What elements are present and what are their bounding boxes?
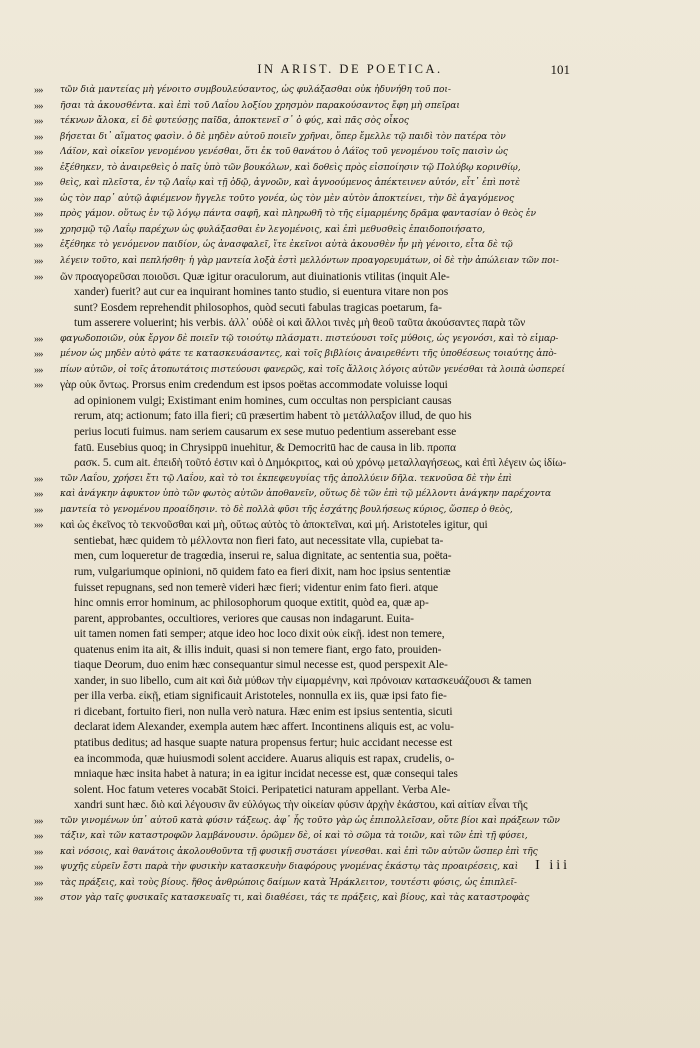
latin-text: per illa verba. εἰκῇ, etiam significauit Aristoteles, nonnulla ex iis, quæ ipsi fato fie- — [74, 690, 447, 703]
text-line — [34, 549, 566, 565]
text-line — [34, 254, 566, 270]
quote-marker: »» — [34, 815, 43, 827]
text-line — [34, 130, 566, 146]
greek-text: ἐξέθηκεν, τὸ ἀναιρεθεὶς ὁ παῖς ὑπὸ τῶν βουκόλων, καὶ δοθεὶς πρὸς εἰσποίησιν τῷ Πολύβῳ κορινθίῳ, — [60, 162, 521, 173]
quote-marker: »» — [34, 380, 43, 392]
latin-text: quatenus enim ita ait, & illis induit, quasi si non temere fiant, ergo fato, prouiden- — [74, 643, 442, 656]
text-line — [34, 394, 566, 410]
latin-text: sunt? Eosdem reprehendit philosophos, quòd secuti fabulas tragicas poetarum, fa- — [74, 301, 442, 314]
text-line — [34, 285, 566, 301]
text-line — [34, 363, 566, 379]
text-line — [34, 409, 566, 425]
greek-text: μαντεία τὸ γενομένου προαίδησιν. τὸ δὲ πολλὰ φῦσι τῆς ἐσχάτης βουλήσεως κύριος, ὥσπερ ὁ θεὸς, — [60, 504, 513, 515]
text-line — [34, 518, 566, 534]
latin-text: καὶ ὡς ἐκεῖνος τὸ τεκνοῦσθαι καὶ μὴ, οὕτως αὐτὸς τὸ ἀποκτεῖναι, καὶ μή. Aristoteles igitur, qui — [60, 519, 488, 532]
latin-text: ptatibus deditus; ad hasque suapte natura propensus fertur; huic accidant necesse est — [74, 736, 453, 749]
greek-text: τῶν Λαΐου, χρήσει ἔτι τῷ Λαΐου, καὶ τὸ τοι ἐκπεφευγυίας τῆς ἀπολλύειν δῆλα. τεκνοῦσα δὲ τὴν ἐπὶ — [60, 473, 512, 484]
quote-marker: »» — [34, 862, 43, 874]
greek-text: θεὶς, καὶ πλεῖστα, ἐν τῷ Λαΐῳ καὶ τῇ ὁδῷ, ἀγνοῶν, καὶ ἀγνοούμενος ἀπέκτεινεν αὐτόν, εἶτ᾽ ἐπὶ ποτὲ — [60, 178, 520, 189]
quote-marker: »» — [34, 131, 43, 143]
text-line — [34, 596, 566, 612]
greek-text: πρὸς γάμον. οὕτως ἐν τῷ λόγῳ πάντα σαφῆ, καὶ πληρωθῆ τὸ τῆς εἱμαρμένης δρᾶμα φαντασίαν ὁ θεὸς ἐν — [60, 209, 536, 220]
text-line — [34, 689, 566, 705]
text-line — [34, 503, 566, 519]
page-number: 101 — [550, 62, 570, 77]
latin-text: men, cum loqueretur de tragœdia, inserui re, salua dignitate, ac sententia sua, poëta- — [74, 550, 452, 563]
quote-marker: »» — [34, 224, 43, 236]
greek-text: τάξιν, καὶ τῶν καταστροφῶν λαμβάνουσιν. ὁρῶμεν δὲ, οἱ καὶ τὸ σῶμα τὰ τοιῶν, καὶ τῶν ἐπὶ τῇ φύσει, — [60, 831, 528, 842]
greek-text: φαγωδοποιῶν, οὐκ ἔργον δὲ ποιεῖν τῷ τοιούτῳ πλάσματι. πιστεύουσι τοῖς μύθοις, ὡς γεγονόσι, καὶ τὸ εἱμαρ- — [60, 333, 559, 344]
greek-text: τῶν γινομένων ὑπ᾽ αὐτοῦ κατὰ φύσιν τάξεως. ἀφ᾽ ἧς τοῦτο γὰρ ὡς ἐπιπολλεῖσαν, οὔτε βίοι καὶ πράξεων τῶν — [60, 815, 560, 826]
latin-text: ea incommoda, quæ huiusmodi solent accidere. Auarus aliquis est rapax, crudelis, o- — [74, 752, 455, 765]
text-line — [34, 814, 566, 830]
signature-mark: I iii — [535, 858, 570, 873]
quote-marker: »» — [34, 489, 43, 501]
text-line — [34, 378, 566, 394]
quote-marker: »» — [34, 240, 43, 252]
quote-marker: »» — [34, 846, 43, 858]
text-line — [34, 581, 566, 597]
quote-marker: »» — [34, 271, 43, 283]
greek-text: καὶ ἀνάγκην ἀφυκτον ὑπὸ τῶν φωτὸς αὐτῶν ἀποθανεῖν, οὕτως δὲ τῶν ἐπὶ τῷ μέλλοντι ἀνάγκην παρέχοντα — [60, 489, 551, 500]
quote-marker: »» — [34, 116, 43, 128]
latin-text: tum asserere voluerint; his verbis. ἀλλ᾽ οὐδὲ οἱ καὶ ἄλλοι τινὲς μὴ θεοῦ ταῦτα ἀκούσαντες παρὰ τῶν — [74, 317, 526, 330]
greek-text: καὶ νόσοις, καὶ θανάτοις ἀκολουθοῦντα τῇ φυσικῇ συστάσει γίνεσθαι. καὶ ἐπὶ τῶν αὐτῶν ὥσπερ ἐπὶ τῆς — [60, 846, 538, 857]
latin-text: ῶν προαγορεῦσαι ποιοῦσι. Quæ igitur oraculorum, aut diuinationis vtilitas (inquit Ale- — [60, 270, 450, 283]
quote-marker: »» — [34, 162, 43, 174]
text-line — [34, 114, 566, 130]
text-line — [34, 472, 566, 488]
latin-text: hinc omnis error hominum, ac philosophorum quoque extitit, quòd ea, quæ ap- — [74, 597, 429, 610]
latin-text: perius locuti fuimus. nam seriem causarum ex sese mutuo pedentium asserebant esse — [74, 426, 457, 439]
text-line — [34, 612, 566, 628]
latin-text: solent. Hoc fatum veteres vocabāt Stoici. Peripatetici naturam appellant. Verba Ale- — [74, 783, 451, 796]
text-line — [34, 192, 566, 208]
text-line — [34, 829, 566, 845]
greek-text: ψυχῆς εὑρεῖν ἔστι παρὰ τὴν φυσικὴν κατασκευὴν διαφόρους γνομένας ἑκάστῳ τὰς προαιρέσεις, καὶ — [60, 862, 519, 873]
greek-text: τῶν διὰ μαντείας μὴ γένοιτο συμβουλεύσαντος, ὡς φυλάξασθαι οὐκ ἠδυνήθη τοῦ ποι- — [60, 85, 451, 95]
quote-marker: »» — [34, 209, 43, 221]
text-line — [34, 767, 566, 783]
quote-marker: »» — [34, 256, 43, 268]
quote-marker: »» — [34, 178, 43, 190]
text-line — [34, 316, 566, 332]
page-body-text — [34, 83, 566, 907]
latin-text: xander) fuerit? aut cur ea inquirant homines tanto studio, si euentura vitare non pos — [74, 286, 449, 299]
text-line — [34, 487, 566, 503]
greek-text: Λάϊον, καὶ οἰκεῖον γενομένου γενέσθαι, ὅτι ἐκ τοῦ θανάτου ὁ Λάϊος τοῦ γενομένου τοῖς παισὶν ὡς — [60, 147, 508, 158]
text-line — [34, 83, 566, 99]
text-line — [34, 565, 566, 581]
text-line — [34, 674, 566, 690]
text-line — [34, 425, 566, 441]
text-line — [34, 347, 566, 363]
latin-text: fatū. Eusebius quoq; in Chrysippū inuehitur, & Democritū hac de causa in lib. προπα — [74, 441, 456, 454]
text-line — [34, 752, 566, 768]
latin-text: uit tamen nomen fati semper; atque ideo hoc loco dixit οὐκ εἰκῇ. idest non temere, — [74, 628, 445, 641]
text-line — [34, 876, 566, 892]
latin-text: ri dicebant, fortuito fieri, non nulla verò natura. Hæc enim est ipsius sententia, sicuti — [74, 705, 453, 718]
latin-text: declarat idem Alexander, exempla autem hæc affert. Incontinens aliquis est, ac volu- — [74, 721, 454, 734]
quote-marker: »» — [34, 504, 43, 516]
text-line — [34, 99, 566, 115]
latin-text: ρασκ. 5. cum ait. ἐπειδὴ τοῦτό ἐστιν καὶ ὁ Δημόκριτος, καὶ οὐ χρόνῳ μεταλλαγήσεως, καὶ ἐπὶ λέγειν ὡς ἰδίω- — [74, 457, 566, 470]
quote-marker: »» — [34, 333, 43, 345]
latin-text: xander, in suo libello, cum ait καὶ διὰ μύθων τὴν εἱμαρμένην, καὶ πρόνοιαν κατασκευάζουσι & tamen — [74, 674, 532, 687]
text-line — [34, 658, 566, 674]
text-line — [34, 441, 566, 457]
text-line — [34, 270, 566, 286]
latin-text: tiaque Deorum, duo enim hæc consequantur simul necesse est, quod perspexit Ale- — [74, 659, 448, 672]
latin-text: parent, approbantes, occultiores, veriores que causas non indagarunt. Euita- — [74, 612, 414, 625]
greek-text: ἐξέθηκε τὸ γενόμενον παιδίον, ὡς ἀνασφαλεῖ, ἵτε ἐκεῖνοι αὐτὰ ἀκουσθὲν ἦν μὴ γένοιτο, εἶτα δὲ τῷ — [60, 240, 513, 251]
text-line — [34, 627, 566, 643]
latin-text: mniaque hæc insita habet à natura; in ea igitur incidat necesse est, quæ consequi tales — [74, 768, 458, 781]
quote-marker: »» — [34, 193, 43, 205]
text-line — [34, 720, 566, 736]
quote-marker: »» — [34, 100, 43, 112]
greek-text: βήσεται δι᾽ αἵματος φασὶν. ὁ δὲ μηδὲν αὐτοῦ ποιεῖν χρῆναι, ὅπερ ἔμελλε τῷ παιδὶ τὸν πατέρα τὸν — [60, 131, 506, 142]
greek-text: μένον ὡς μηδὲν αὐτὸ φάτε τε κατασκευάσαντες, καὶ τοῖς βιβλίοις ἀναιρεθέντι τῆς ὑποθέσεως τοιαύτης ἀπὸ- — [60, 349, 557, 360]
text-line — [34, 456, 566, 472]
latin-text: rerum, atq; actionum; fato illa fieri; cū præsertim habent τὸ μετάλλαξον illud, de quo his — [74, 410, 472, 423]
latin-text: xandri sunt hæc. διὸ καὶ λέγουσιν ἂν εὐλόγως τὴν οἰκείαν φύσιν ἀρχὴν ἑκάστου, καὶ αἰτίαν εἶναι τῆς — [74, 799, 528, 812]
quote-marker: »» — [34, 349, 43, 361]
greek-text: τέκνων ἄλοκα, εἰ δὲ φυτεύσῃς παῖδα, ἀποκτενεῖ σ᾽ ὁ φύς, καὶ πᾶς σὸς οἶκος — [60, 116, 409, 127]
running-title: IN ARIST. DE POETICA. — [257, 62, 443, 76]
text-line — [34, 145, 566, 161]
text-line — [34, 176, 566, 192]
latin-text: ad opinionem vulgi; Existimant enim homines, cum occultas non perspiciant causas — [74, 394, 452, 407]
greek-text: λέγειν τοῦτο, καὶ πεπλήσθη· ἡ γὰρ μαντεία λοξὰ ἐστὶ μελλόντων προαγορευμάτων, οἱ δὲ τὴν ἀπώλειαν τῶν ποι- — [60, 256, 559, 267]
text-line — [34, 705, 566, 721]
text-line — [34, 223, 566, 239]
text-line — [34, 207, 566, 223]
latin-text: rum, vulgariumque opinioni, nō quidem fato ea fieri dixit, nam hoc ipsius sententiæ — [74, 565, 451, 578]
quote-marker: »» — [34, 473, 43, 485]
text-line — [34, 534, 566, 550]
greek-text: πίων αὐτῶν, οἱ τοῖς ἀτοπωτάτοις πιστεύουσι φανερῶς, καὶ τοῖς ἄλλοις λόγοις αὐτῶν γενέσθαι τὰ λοιπὰ ὡσπερεί — [60, 364, 565, 375]
greek-text: στον γὰρ ταῖς φυσικαῖς κατασκευαῖς τι, καὶ διαθέσει, τάς τε πράξεις, καὶ βίους, καὶ τὰς καταστροφὰς — [60, 893, 530, 904]
text-line — [34, 643, 566, 659]
greek-text: ὡς τὸν παρ᾽ αὐτῷ ἀφιέμενον ἤγγελε τοῦτο γονέα, ὡς τὸν μὲν αὐτὸν ἀποκτείνει, τὴν δὲ ἀγαγόμενος — [60, 193, 515, 204]
latin-text: sentiebat, hæc quidem τὸ μέλλοντα non fieri fato, aut necessitate vlla, cupiebat ta- — [74, 534, 444, 547]
latin-text: fuisset repugnans, sed non temerè videri hæc fieri; videntur enim fato fieri. atque — [74, 581, 439, 594]
text-line — [34, 798, 566, 814]
text-line — [34, 332, 566, 348]
quote-marker: »» — [34, 831, 43, 843]
text-line — [34, 783, 566, 799]
quote-marker: »» — [34, 893, 43, 905]
quote-marker: »» — [34, 364, 43, 376]
text-line — [34, 161, 566, 177]
greek-text: τὰς πράξεις, καὶ τοὺς βίους. ἤθος ἀνθρώποις δαίμων κατὰ Ἡράκλειτον, τουτέστι φύσις, ὡς ἐπιπλεῖ- — [60, 877, 517, 888]
quote-marker: »» — [34, 147, 43, 159]
quote-marker: »» — [34, 520, 43, 532]
quote-marker: »» — [34, 85, 43, 96]
text-line — [34, 736, 566, 752]
text-line — [34, 301, 566, 317]
text-line — [34, 238, 566, 254]
greek-text: ῆσαι τὰ ἀκουσθέντα. καὶ ἐπὶ τοῦ Λαΐου λοξίου χρησμὸν παρακούσαντος ἔφη μὴ σπεῖραι — [60, 100, 460, 111]
latin-text: γὰρ οὐκ ὄντως. Prorsus enim credendum est ipsos poëtas accommodate voluisse loqui — [60, 379, 448, 392]
greek-text: χρησμῷ τῷ Λαΐῳ παρέχων ὡς φυλάξασθαι ἐν λεγομένοις, καὶ ἐπὶ μεθυσθεὶς ἐπαιδοποιήσατο, — [60, 224, 486, 235]
quote-marker: »» — [34, 877, 43, 889]
text-line — [34, 891, 566, 907]
